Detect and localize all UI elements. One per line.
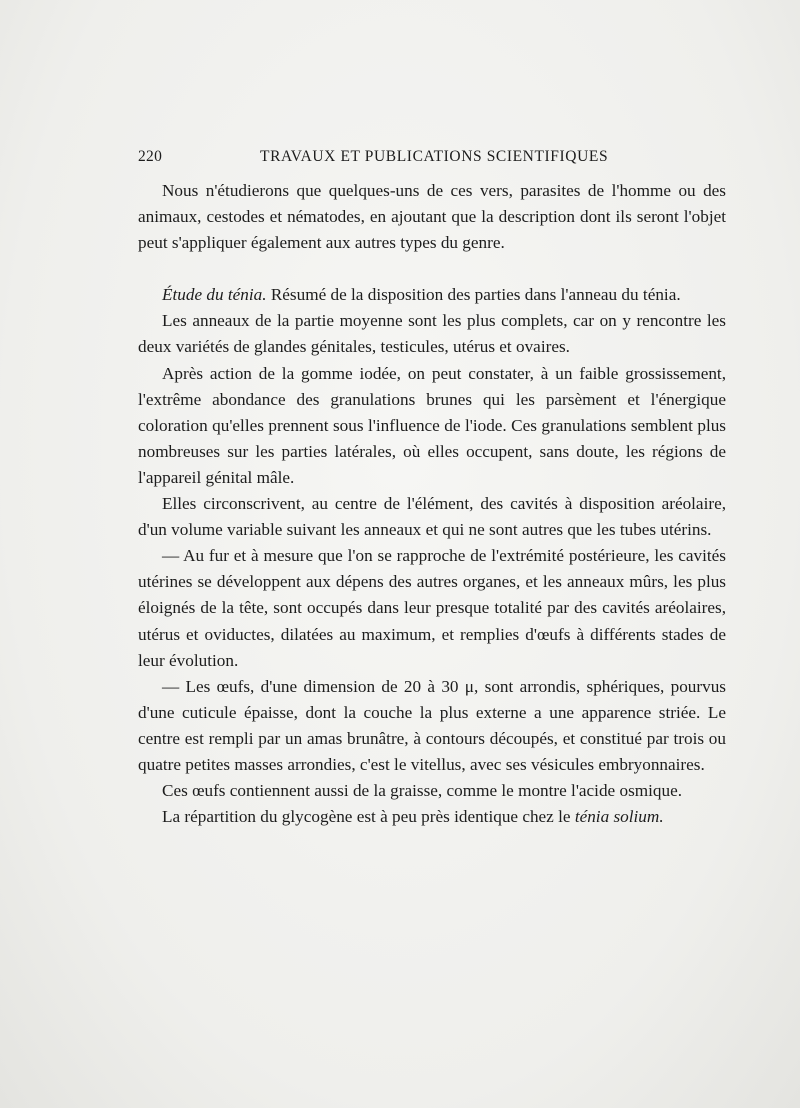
- paragraph-anneaux: Les anneaux de la partie moyenne sont les plus complets, car on y rencontre les deux variétés de glandes génitales, testicules, utérus et ovaires.: [138, 311, 726, 357]
- paragraph-graisse: Ces œufs contiennent aussi de la graisse, comme le montre l'acide osmique.: [162, 781, 683, 801]
- paragraph-gap: [138, 256, 726, 282]
- paragraph-extremite: — Au fur et à mesure que l'on se rapproche de l'extrémité postérieure, les cavités utérines se développent aux dépens des autres organes, et les anneaux mûrs, les plus éloignés de la tête, sont occupés dans leur presque totalité par des cavités aréolaires, utérus et oviductes, dilatées au maximum, et remplies d'œufs à différents stades de leur évolution.: [138, 546, 726, 670]
- paragraph-cavites: Elles circonscrivent, au centre de l'élément, des cavités à disposition aréolaire, d'un volume variable suivant les anneaux et qui ne sont autres que les tubes utérins.: [138, 494, 726, 540]
- page-header: [138, 148, 728, 172]
- running-title: TRAVAUX ET PUBLICATIONS SCIENTIFIQUES: [260, 148, 609, 165]
- glycogene-text: La répartition du glycogène est à peu près identique chez le: [162, 807, 575, 827]
- paragraph-intro: Nous n'étudierons que quelques-uns de ces vers, parasites de l'homme ou des animaux, cestodes et nématodes, en ajoutant que la description dont ils seront l'objet peut s'appliquer également aux autres types du genre.: [138, 181, 726, 253]
- page-number: 220: [138, 148, 163, 165]
- paragraph-section-heading: [138, 282, 726, 308]
- paragraph-oeufs: — Les œufs, d'une dimension de 20 à 30 μ, sont arrondis, sphériques, pourvus d'une cuticule épaisse, dont la couche la plus externe a une apparence striée. Le centre est rempli par un amas brunâtre, à contours découpés, et constitué par trois ou quatre petites masses arrondies, c'est le vitellus, avec ses vésicules embryonnaires.: [138, 676, 726, 774]
- paragraph-glycogene: [138, 804, 726, 830]
- paragraph-gomme-iodee: Après action de la gomme iodée, on peut constater, à un faible grossissement, l'extrême abondance des granulations brunes qui les parsèment et l'énergique coloration qu'elles prennent sous l'influence de l'iode. Ces granulations semblent plus nombreuses sur les parties latérales, où elles occupent, sans doute, les régions de l'appareil génital mâle.: [138, 363, 726, 487]
- species-name: ténia solium.: [574, 807, 664, 827]
- section-summary: Résumé de la disposition des parties dans l'anneau du ténia.: [266, 285, 681, 305]
- section-title: Étude du ténia.: [162, 285, 267, 305]
- body-text: [138, 178, 726, 830]
